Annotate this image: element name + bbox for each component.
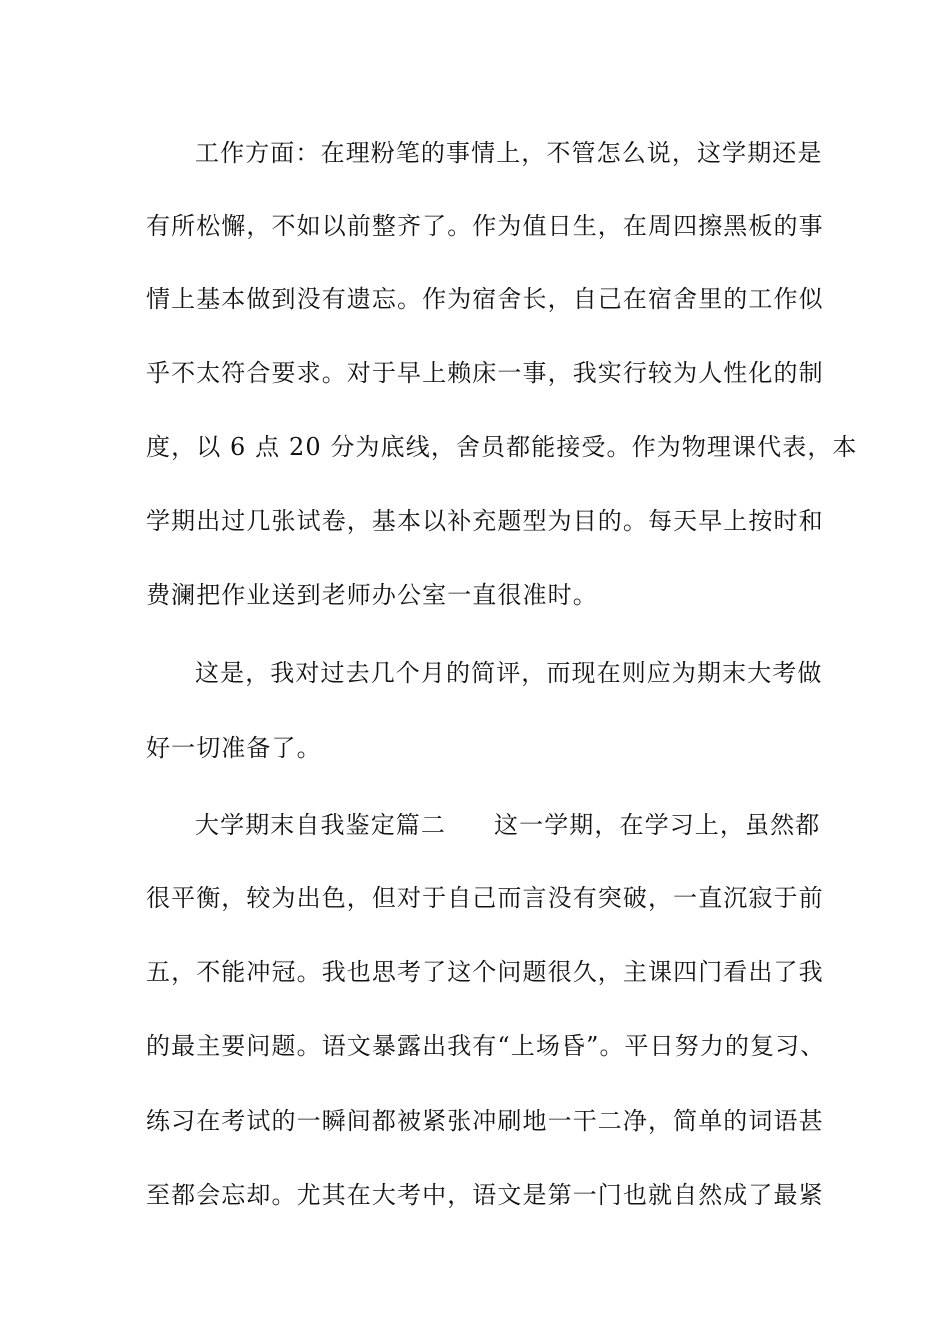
paragraph-3-line-6: 至都会忘却。尤其在大考中，语文是第一门也就自然成了最紧 [146, 1181, 824, 1209]
paragraph-1-line-5: 度，以 6 点 20 分为底线，舍员都能接受。作为物理课代表，本 [146, 433, 858, 461]
paragraph-1-line-4: 乎不太符合要求。对于早上赖床一事，我实行较为人性化的制 [146, 359, 824, 387]
paragraph-1-line-1: 工作方面：在理粉笔的事情上，不管怎么说，这学期还是 [195, 139, 823, 167]
section-heading: 大学期末自我鉴定篇二 [195, 811, 446, 839]
paragraph-1-line-7: 费澜把作业送到老师办公室一直很准时。 [146, 581, 598, 609]
paragraph-2-line-1: 这是，我对过去几个月的简评，而现在则应为期末大考做 [195, 659, 823, 687]
paragraph-3-line-4: 的最主要问题。语文暴露出我有“上场昏”。平日努力的复习、 [146, 1032, 826, 1060]
paragraph-3-line-1-text: 这一学期，在学习上，虽然都 [494, 811, 821, 839]
paragraph-1-line-6: 学期出过几张试卷，基本以补充题型为目的。每天早上按时和 [146, 507, 824, 535]
paragraph-3-line-3: 五，不能冲冠。我也思考了这个问题很久，主课四门看出了我 [146, 958, 824, 986]
paragraph-3-line-5: 练习在考试的一瞬间都被紧张冲刷地一干二净，简单的词语甚 [146, 1107, 824, 1135]
paragraph-2-line-2: 好一切准备了。 [146, 734, 322, 762]
paragraph-3-line-2: 很平衡，较为出色，但对于自己而言没有突破，一直沉寂于前 [146, 884, 824, 912]
paragraph-3-line-1 [195, 805, 895, 845]
paragraph-1-line-2: 有所松懈，不如以前整齐了。作为值日生，在周四擦黑板的事 [146, 212, 824, 240]
paragraph-1-line-3: 情上基本做到没有遗忘。作为宿舍长，自己在宿舍里的工作似 [146, 285, 824, 313]
